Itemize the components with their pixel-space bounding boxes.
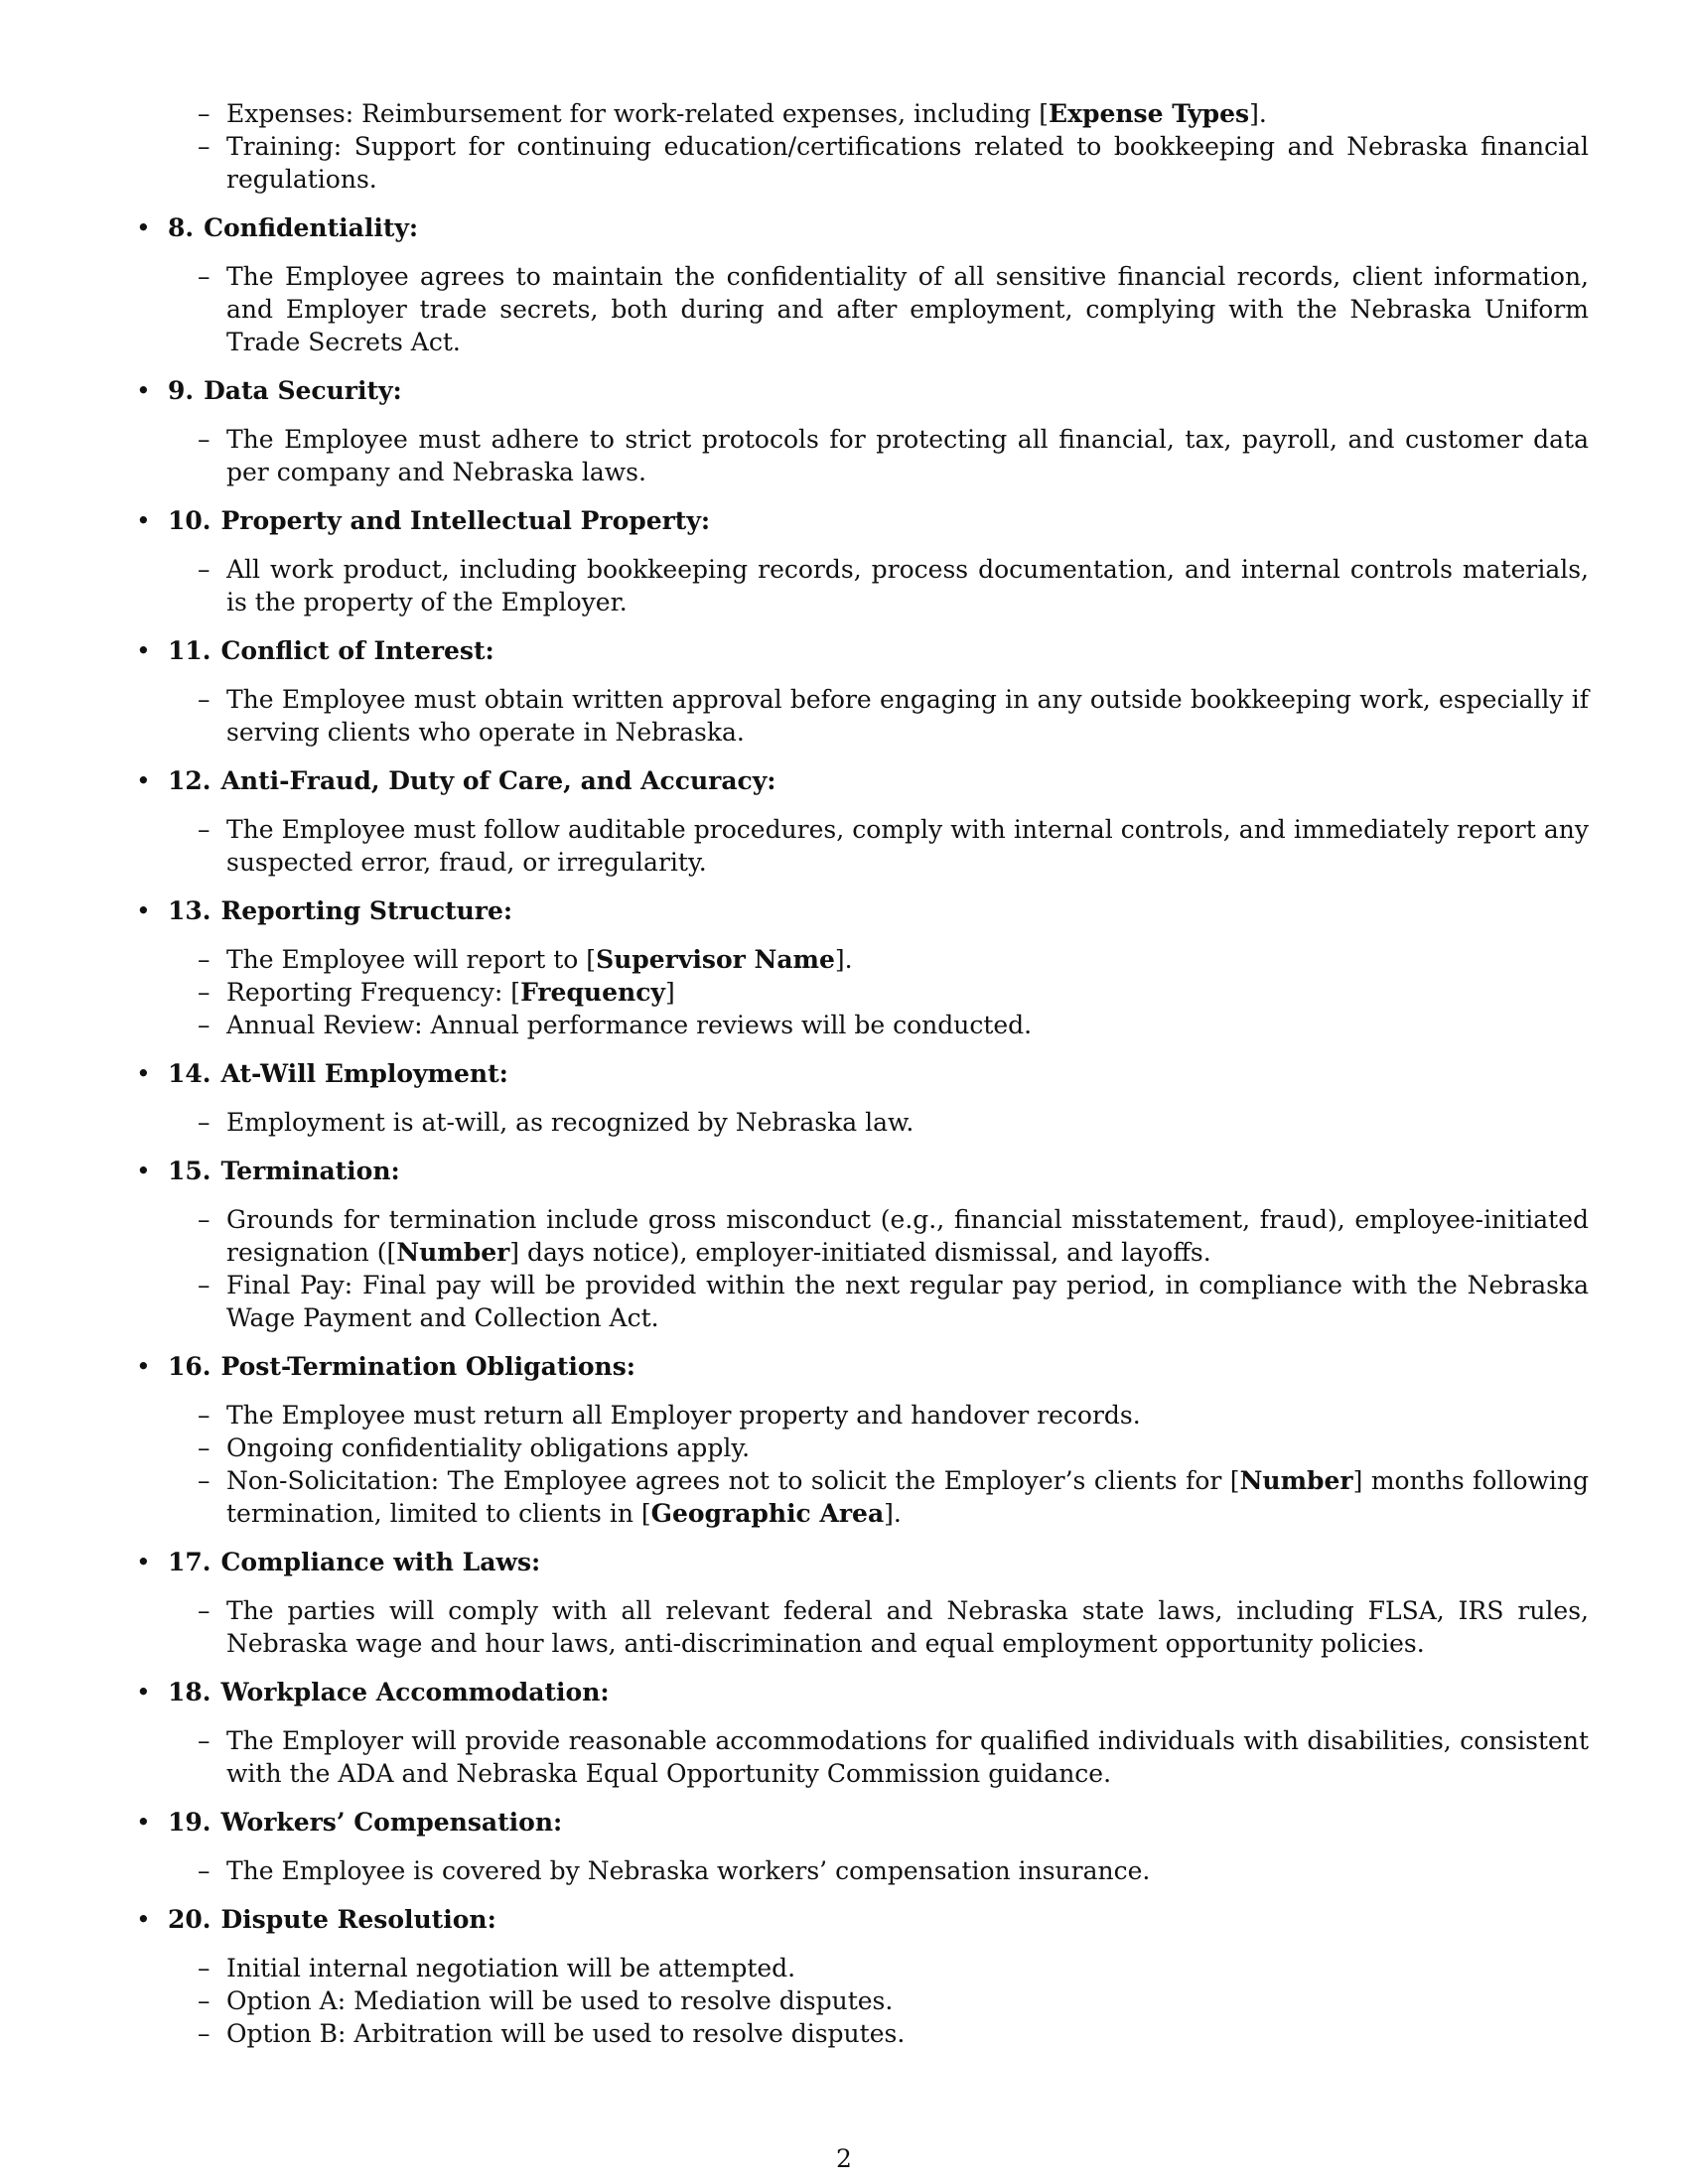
section-number: 11. <box>168 636 211 665</box>
dash-marker: – <box>198 1856 211 1885</box>
bullet-marker: • <box>136 1059 151 1088</box>
item-text: Training: Support for continuing education/certifications related to bookkeeping and Nebraska financial regulations. <box>226 132 1589 194</box>
section-heading <box>134 1903 1589 1936</box>
item-text: The Employee must return all Employer property and handover records. <box>226 1401 1141 1430</box>
item-text: ] <box>664 978 675 1007</box>
section-title: Property and Intellectual Property: <box>220 506 711 535</box>
section-sub-list <box>134 1399 1589 1530</box>
section-sub-list <box>134 1106 1589 1139</box>
item-text: The Employee will report to [ <box>226 945 597 974</box>
dash-marker: – <box>198 978 211 1007</box>
list-item <box>134 1854 1589 1887</box>
section-heading <box>134 1155 1589 1187</box>
section-title: Data Security: <box>204 376 402 405</box>
list-item <box>134 1984 1589 2017</box>
list-item <box>134 683 1589 749</box>
section-heading <box>134 374 1589 407</box>
section-reporting-structure <box>134 894 1589 1041</box>
item-text: ]. <box>834 945 853 974</box>
bullet-marker: • <box>136 376 151 405</box>
list-item <box>134 1269 1589 1334</box>
list-item <box>134 553 1589 618</box>
section-number: 19. <box>168 1808 211 1837</box>
section-sub-list <box>134 943 1589 1041</box>
placeholder-field: Frequency <box>520 978 665 1007</box>
section-heading <box>134 894 1589 927</box>
section-sub-list <box>134 1952 1589 2050</box>
dash-marker: – <box>198 425 211 454</box>
section-sub-list <box>134 1594 1589 1660</box>
list-item <box>134 813 1589 879</box>
section-number: 10. <box>168 506 211 535</box>
placeholder-field: Expense Types <box>1049 99 1250 128</box>
list-item <box>134 976 1589 1009</box>
bullet-marker: • <box>136 506 151 535</box>
item-text: Employment is at-will, as recognized by Nebraska law. <box>226 1108 914 1137</box>
dash-marker: – <box>198 1986 211 2015</box>
dash-marker: – <box>198 1433 211 1462</box>
section-conflict-of-interest <box>134 634 1589 749</box>
list-item <box>134 943 1589 976</box>
list-item <box>134 1594 1589 1660</box>
dash-marker: – <box>198 1954 211 1982</box>
bullet-marker: • <box>136 1678 151 1706</box>
item-text: Option A: Mediation will be used to resolve disputes. <box>226 1986 894 2015</box>
section-heading <box>134 1057 1589 1090</box>
section-number: 17. <box>168 1548 211 1576</box>
item-text: The Employee must adhere to strict protocols for protecting all financial, tax, payroll, and customer data per company and Nebraska laws. <box>226 425 1589 486</box>
item-text: The parties will comply with all relevant federal and Nebraska state laws, including FLSA, IRS rules, Nebraska wage and hour laws, anti-discrimination and equal employment opportunity policies. <box>226 1596 1589 1658</box>
list-item <box>134 1203 1589 1269</box>
dash-marker: – <box>198 1401 211 1430</box>
item-text: Final Pay: Final pay will be provided within the next regular pay period, in compliance with the Nebraska Wage Payment and Collection Act. <box>226 1271 1589 1332</box>
list-item <box>134 1106 1589 1139</box>
item-text: Expenses: Reimbursement for work-related expenses, including [ <box>226 99 1050 128</box>
item-text: ]. <box>1249 99 1267 128</box>
section-sub-list <box>134 260 1589 358</box>
section-title: Workplace Accommodation: <box>220 1678 610 1706</box>
bullet-marker: • <box>136 766 151 795</box>
bullet-marker: • <box>136 1157 151 1185</box>
section-property <box>134 504 1589 618</box>
list-item <box>134 130 1589 196</box>
dash-marker: – <box>198 1108 211 1137</box>
item-text: ] months following termination, limited to clients in [ <box>226 1466 1589 1528</box>
section-title: Post-Termination Obligations: <box>220 1352 636 1381</box>
bullet-marker: • <box>136 1905 151 1934</box>
dash-marker: – <box>198 1011 211 1039</box>
section-heading <box>134 1676 1589 1708</box>
section-number: 16. <box>168 1352 211 1381</box>
section-number: 13. <box>168 896 211 925</box>
section-sub-list <box>134 423 1589 488</box>
dash-marker: – <box>198 2019 211 2048</box>
section-number: 9. <box>168 376 195 405</box>
placeholder-field: Geographic Area <box>650 1499 885 1528</box>
section-title: Anti-Fraud, Duty of Care, and Accuracy: <box>220 766 776 795</box>
dash-marker: – <box>198 262 211 291</box>
bullet-marker: • <box>136 213 151 242</box>
list-item <box>134 1399 1589 1432</box>
dash-marker: – <box>198 1466 211 1495</box>
document-body <box>134 97 1589 2050</box>
list-item <box>134 1724 1589 1790</box>
item-text: Grounds for termination include gross misconduct (e.g., financial misstatement, fraud), employee-initiated resignation ([ <box>226 1205 1589 1267</box>
list-item <box>134 1464 1589 1530</box>
section-title: At-Will Employment: <box>220 1059 508 1088</box>
section-sub-list <box>134 1724 1589 1790</box>
section-data-security <box>134 374 1589 488</box>
bullet-marker: • <box>136 636 151 665</box>
section-workplace-accommodation <box>134 1676 1589 1790</box>
item-text: The Employee must obtain written approval before engaging in any outside bookkeeping work, especially if serving clients who operate in Nebraska. <box>226 685 1589 747</box>
item-text: Initial internal negotiation will be attempted. <box>226 1954 796 1982</box>
item-text: ]. <box>884 1499 902 1528</box>
section-title: Workers’ Compensation: <box>220 1808 563 1837</box>
section-title: Confidentiality: <box>204 213 419 242</box>
dash-marker: – <box>198 815 211 844</box>
dash-marker: – <box>198 132 211 161</box>
dash-marker: – <box>198 99 211 128</box>
section-confidentiality <box>134 211 1589 358</box>
placeholder-field: Supervisor Name <box>596 945 835 974</box>
section-heading <box>134 211 1589 244</box>
section-sub-list <box>134 683 1589 749</box>
item-text: The Employer will provide reasonable accommodations for qualified individuals with disabilities, consistent with the ADA and Nebraska Equal Opportunity Commission guidance. <box>226 1726 1589 1788</box>
intro-sub-list <box>134 97 1589 196</box>
item-text: Annual Review: Annual performance reviews will be conducted. <box>226 1011 1033 1039</box>
section-sub-list <box>134 813 1589 879</box>
section-heading <box>134 1546 1589 1578</box>
item-text: The Employee is covered by Nebraska workers’ compensation insurance. <box>226 1856 1151 1885</box>
section-termination <box>134 1155 1589 1334</box>
item-text: Ongoing confidentiality obligations apply. <box>226 1433 751 1462</box>
item-text: ] days notice), employer-initiated dismissal, and layoffs. <box>509 1238 1211 1267</box>
section-number: 8. <box>168 213 195 242</box>
bullet-marker: • <box>136 1352 151 1381</box>
placeholder-field: Number <box>1239 1466 1353 1495</box>
section-title: Dispute Resolution: <box>220 1905 496 1934</box>
dash-marker: – <box>198 1271 211 1299</box>
section-compliance <box>134 1546 1589 1660</box>
list-item <box>134 97 1589 130</box>
section-sub-list <box>134 1203 1589 1334</box>
list-item <box>134 423 1589 488</box>
section-number: 20. <box>168 1905 211 1934</box>
dash-marker: – <box>198 555 211 584</box>
section-heading <box>134 764 1589 797</box>
section-sub-list <box>134 553 1589 618</box>
list-item <box>134 1009 1589 1041</box>
section-heading <box>134 504 1589 537</box>
item-text: The Employee agrees to maintain the confidentiality of all sensitive financial records, client information, and Employer trade secrets, both during and after employment, complying with the Nebraska Uniform Trade Secrets Act. <box>226 262 1589 356</box>
section-workers-compensation <box>134 1806 1589 1887</box>
dash-marker: – <box>198 1205 211 1234</box>
dash-marker: – <box>198 945 211 974</box>
section-anti-fraud <box>134 764 1589 879</box>
dash-marker: – <box>198 685 211 714</box>
section-heading <box>134 1806 1589 1839</box>
section-number: 15. <box>168 1157 211 1185</box>
section-number: 14. <box>168 1059 211 1088</box>
section-at-will <box>134 1057 1589 1139</box>
item-text: Reporting Frequency: [ <box>226 978 521 1007</box>
section-title: Reporting Structure: <box>220 896 513 925</box>
section-post-termination <box>134 1350 1589 1530</box>
page-number: 2 <box>836 2144 852 2173</box>
section-title: Termination: <box>220 1157 400 1185</box>
item-text: Non-Solicitation: The Employee agrees not to solicit the Employer’s clients for [ <box>226 1466 1240 1495</box>
section-dispute-resolution <box>134 1903 1589 2050</box>
section-heading <box>134 634 1589 667</box>
dash-marker: – <box>198 1726 211 1755</box>
section-number: 12. <box>168 766 211 795</box>
placeholder-field: Number <box>396 1238 510 1267</box>
dash-marker: – <box>198 1596 211 1625</box>
bullet-marker: • <box>136 1808 151 1837</box>
bullet-marker: • <box>136 896 151 925</box>
list-item <box>134 2017 1589 2050</box>
list-item <box>134 260 1589 358</box>
item-text: All work product, including bookkeeping records, process documentation, and internal controls materials, is the property of the Employer. <box>226 555 1589 616</box>
section-title: Compliance with Laws: <box>220 1548 541 1576</box>
section-number: 18. <box>168 1678 211 1706</box>
item-text: Option B: Arbitration will be used to resolve disputes. <box>226 2019 906 2048</box>
section-heading <box>134 1350 1589 1383</box>
item-text: The Employee must follow auditable procedures, comply with internal controls, and immediately report any suspected error, fraud, or irregularity. <box>226 815 1589 877</box>
section-title: Conflict of Interest: <box>220 636 494 665</box>
section-sub-list <box>134 1854 1589 1887</box>
list-item <box>134 1432 1589 1464</box>
bullet-marker: • <box>136 1548 151 1576</box>
list-item <box>134 1952 1589 1984</box>
